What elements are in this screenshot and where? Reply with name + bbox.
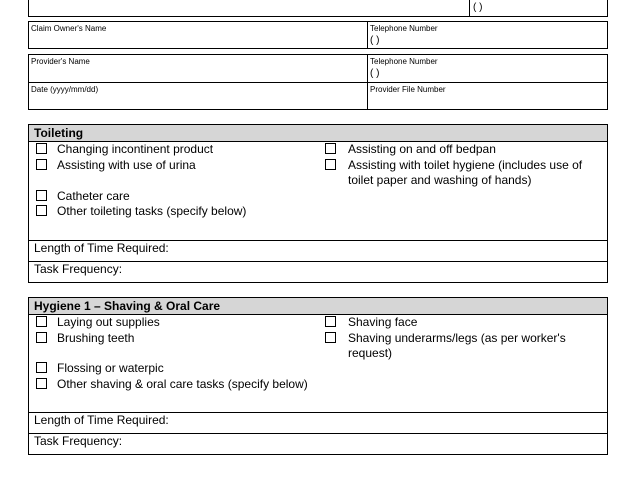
provider-name-label: Provider's Name	[31, 57, 90, 66]
hygiene-length-label: Length of Time Required:	[34, 413, 169, 427]
item-bedpan: Assisting on and off bedpan	[348, 142, 496, 156]
item-other-shaving: Other shaving & oral care tasks (specify below)	[57, 377, 308, 391]
hygiene-title: Hygiene 1 – Shaving & Oral Care	[29, 298, 607, 315]
toileting-section	[28, 124, 608, 283]
provider-box	[28, 54, 608, 110]
telephone-label-1: Telephone Number	[370, 24, 438, 33]
checkbox-other-toileting[interactable]	[36, 205, 47, 216]
claim-owner-label: Claim Owner's Name	[31, 24, 107, 33]
item-shaving-face: Shaving face	[348, 315, 418, 329]
checkbox-toilet-hygiene[interactable]	[325, 159, 336, 170]
item-shaving-underarms-cont: request)	[348, 346, 393, 360]
checkbox-laying-out-supplies[interactable]	[36, 316, 47, 327]
provider-file-number-label: Provider File Number	[370, 85, 446, 94]
top-telephone-parens: ( )	[473, 2, 483, 13]
toileting-title: Toileting	[29, 125, 607, 142]
date-label	[31, 85, 98, 95]
telephone-parens-1[interactable]: ( )	[370, 35, 380, 46]
telephone-label-2: Telephone Number	[370, 57, 438, 66]
item-toilet-hygiene: Assisting with toilet hygiene (includes use of	[348, 158, 583, 172]
toileting-frequency-label: Task Frequency:	[34, 262, 123, 276]
checkbox-flossing[interactable]	[36, 362, 47, 373]
date-label-text: Date (yyyy/mm/dd)	[31, 85, 99, 94]
hygiene-section	[28, 297, 608, 455]
checkbox-bedpan[interactable]	[325, 143, 336, 154]
item-toilet-hygiene-cont: toilet paper and washing of hands)	[348, 173, 532, 187]
checkbox-brushing-teeth[interactable]	[36, 332, 47, 343]
item-laying-out-supplies: Laying out supplies	[57, 315, 160, 329]
checkbox-shaving-face[interactable]	[325, 316, 336, 327]
checkbox-changing-incontinent[interactable]	[36, 143, 47, 154]
toileting-length-label: Length of Time Required:	[34, 241, 169, 255]
checkbox-assisting-urina[interactable]	[36, 159, 47, 170]
item-other-toileting: Other toileting tasks (specify below)	[57, 204, 247, 218]
item-brushing-teeth: Brushing teeth	[57, 331, 135, 345]
checkbox-catheter-care[interactable]	[36, 190, 47, 201]
checkbox-shaving-underarms[interactable]	[325, 332, 336, 343]
top-info-box	[28, 0, 608, 17]
claim-owner-box	[28, 21, 608, 49]
checkbox-other-shaving[interactable]	[36, 378, 47, 389]
item-flossing: Flossing or waterpic	[57, 361, 164, 375]
telephone-parens-2[interactable]: ( )	[370, 68, 380, 79]
hygiene-frequency-label: Task Frequency:	[34, 434, 123, 448]
item-shaving-underarms: Shaving underarms/legs (as per worker's	[348, 331, 566, 345]
item-changing-incontinent: Changing incontinent product	[57, 142, 214, 156]
item-assisting-urina: Assisting with use of urina	[57, 158, 196, 172]
item-catheter-care: Catheter care	[57, 189, 130, 203]
